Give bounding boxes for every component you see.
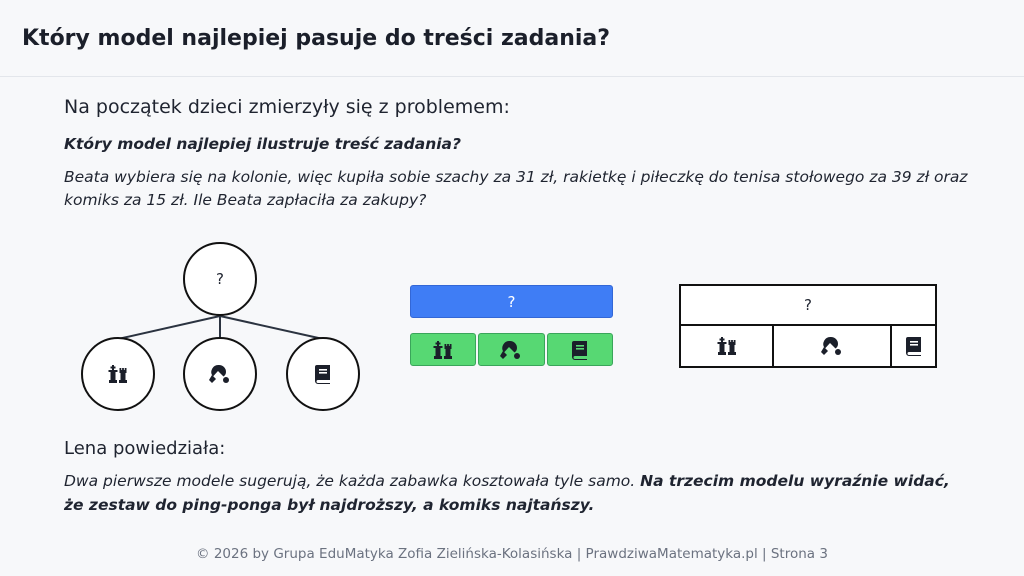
bar-part-ping-pong [478,333,544,366]
table-part-ping-pong [774,326,892,366]
title-divider [0,76,1024,77]
footer: © 2026 by Grupa EduMatyka Zofia Zielińska-Kolasińska | PrawdziwaMatematyka.pl | Strona 3 [196,546,828,562]
chess-icon [107,364,129,384]
bar-part-chess [410,333,476,366]
table-part-chess [681,326,774,366]
bar-model-total: ? [410,285,613,318]
task-text: Beata wybiera się na kolonie, więc kupiła sobie szachy za 31 zł, rakietkę i piłeczkę do tenisa stołowego za 39 zł oraz komiks za 15 zł. Ile Beata zapłaciła za zakupy? [64,168,968,209]
lena-text-plain: Dwa pierwsze modele sugerują, że każda zabawka kosztowała tyle samo. [64,472,641,490]
lena-text-bold: Na trzecim modelu wyraźnie widać, że zestaw do ping-ponga był najdroższy, a komiks najtańszy. [64,472,950,514]
tree-leaf-chess [81,337,155,411]
chess-icon [716,336,738,356]
lena-statement [64,469,964,517]
intro-text: Na początek dzieci zmierzyły się z problemem: [64,96,510,118]
table-model [679,284,937,368]
task-heading: Który model najlepiej ilustruje treść zadania? [64,135,461,153]
chess-icon [432,340,454,360]
book-icon [314,364,332,384]
book-icon [571,340,589,360]
tree-leaf-book [286,337,360,411]
tree-root-node: ? [183,242,257,316]
table-part-book [892,326,935,366]
ping-pong-icon [500,340,522,360]
table-model-parts [681,326,935,366]
ping-pong-icon [209,364,231,384]
ping-pong-icon [821,336,843,356]
bar-model-parts [410,333,613,366]
tree-leaf-ping-pong [183,337,257,411]
table-model-total: ? [681,286,935,326]
book-icon [905,336,923,356]
lena-label: Lena powiedziała: [64,438,226,459]
bar-part-book [547,333,613,366]
slide-title: Który model najlepiej pasuje do treści zadania? [22,26,611,51]
